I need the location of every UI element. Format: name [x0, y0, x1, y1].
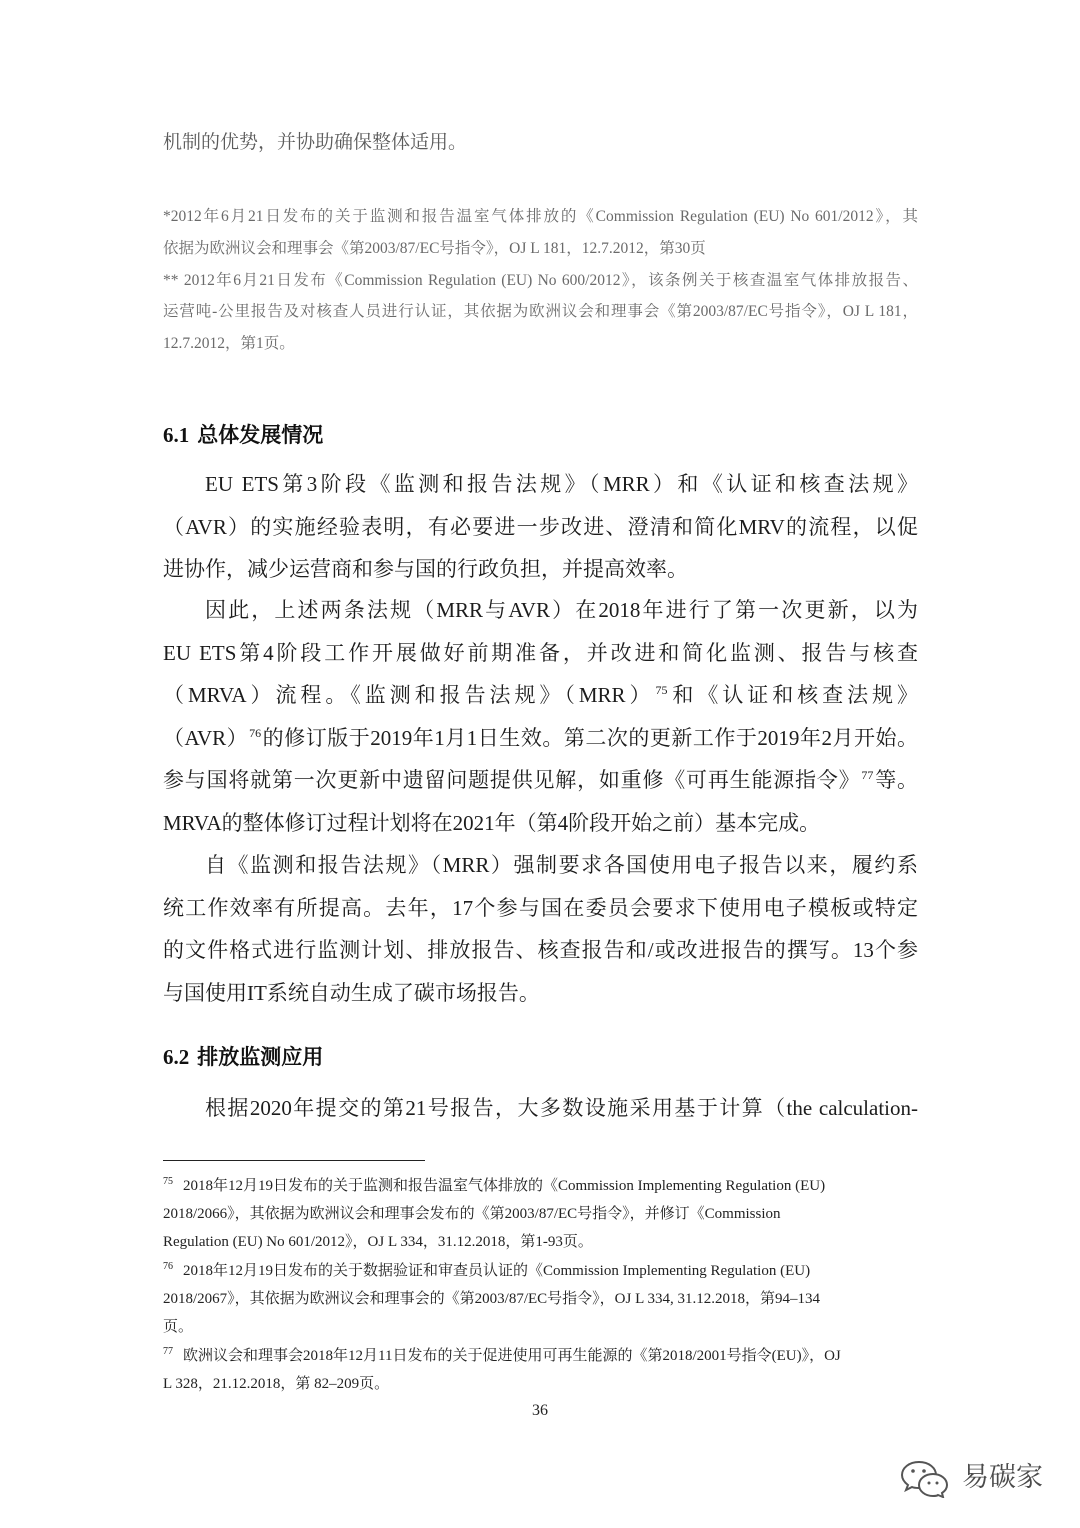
note-line: *2012年6月21日发布的关于监测和报告温室气体排放的《Commission Regulation (EU) No 601/2012》，其 — [163, 208, 918, 225]
line-text: 和《认证和核查法规》 — [668, 683, 918, 707]
section-6-1-heading — [163, 420, 918, 450]
footnote-line — [163, 1172, 918, 1200]
section-6-1-paragraph-1 — [163, 463, 918, 591]
footnote-marker: 76 — [163, 1261, 173, 1272]
footnote-ref-76: 76 — [249, 725, 262, 740]
section-title: 总体发展情况 — [197, 423, 324, 447]
footnote-ref-75: 75 — [655, 683, 668, 697]
footnote-line — [163, 1342, 918, 1370]
paragraph-line: MRVA的整体修订过程计划将在2021年（第4阶段开始之前）基本完成。 — [163, 810, 821, 835]
footnote-text: 欧洲议会和理事会2018年12月11日发布的关于促进使用可再生能源的《第2018/2001号指令(EU)》，OJ — [183, 1348, 841, 1364]
line-text: （MRVA）流程。《监测和报告法规》（MRR） — [163, 683, 655, 707]
footnote-text: 2018年12月19日发布的关于数据验证和审查员认证的《Commission Implementing Regulation (EU) — [183, 1263, 811, 1279]
paragraph-line: 根据2020年提交的第21号报告，大多数设施采用基于计算（the calculation- — [205, 1096, 918, 1120]
line-text: （AVR） — [163, 725, 249, 750]
note-line: 依据为欧洲议会和理事会《第2003/87/EC号指令》，OJ L 181，12.7.2012，第30页 — [163, 239, 706, 257]
footnote-77 — [163, 1342, 918, 1398]
paragraph-line: EU ETS第3阶段《监测和报告法规》（MRR）和《认证和核查法规》 — [205, 472, 918, 496]
paragraph-line: 统工作效率有所提高。去年，17个参与国在委员会要求下使用电子模板或特定 — [163, 895, 918, 920]
footnote-text: 2018年12月19日发布的关于监测和报告温室气体排放的《Commission Implementing Regulation (EU) — [183, 1178, 826, 1194]
footnote-line: 页。 — [163, 1319, 194, 1335]
section-6-2-paragraph-1 — [163, 1087, 918, 1130]
paragraph-line — [163, 759, 918, 802]
regulation-notes — [163, 201, 918, 360]
section-number: 6.2 — [163, 1045, 190, 1069]
page-number: 36 — [532, 1402, 548, 1419]
note-line: 12.7.2012，第1页。 — [163, 335, 295, 353]
paragraph-line: 进协作，减少运营商和参与国的行政负担，并提高效率。 — [163, 557, 688, 581]
footnote-line: 2018/2067》，其依据为欧洲议会和理事会的《第2003/87/EC号指令》，OJ L 334, 31.12.2018，第94–134 — [163, 1291, 820, 1307]
note-line: 运营吨-公里报告及对核查人员进行认证，其依据为欧洲议会和理事会《第2003/87/EC号指令》，OJ L 181， — [163, 303, 918, 321]
section-6-1-paragraph-2 — [163, 589, 918, 844]
watermark — [900, 1458, 1043, 1498]
section-6-1-paragraph-3 — [163, 844, 918, 1014]
paragraph-line: 自《监测和报告法规》（MRR）强制要求各国使用电子报告以来，履约系 — [205, 853, 918, 877]
section-number: 6.1 — [163, 423, 190, 447]
line-text: 参与国将就第一次更新中遗留问题提供见解，如重修《可再生能源指令》 — [163, 768, 861, 792]
footnote-separator — [163, 1160, 425, 1161]
footnote-line: L 328，21.12.2018，第 82–209页。 — [163, 1376, 390, 1392]
note-line: ** 2012年6月21日发布《Commission Regulation (EU) No 600/2012》，该条例关于核查温室气体排放报告、 — [163, 271, 918, 289]
paragraph-line: （AVR）的实施经验表明，有必要进一步改进、澄清和简化MRV的流程，以促 — [163, 514, 918, 539]
footnote-75 — [163, 1172, 918, 1256]
paragraph-line: 因此，上述两条法规（MRR与AVR）在2018年进行了第一次更新，以为 — [205, 598, 918, 622]
paragraph-line: 的文件格式进行监测计划、排放报告、核查报告和/或改进报告的撰写。13个参 — [163, 938, 918, 962]
watermark-text: 易碳家 — [962, 1462, 1043, 1493]
section-title: 排放监测应用 — [197, 1045, 324, 1069]
section-6-2-heading — [163, 1042, 918, 1072]
line-text: 的修订版于2019年1月1日生效。第二次的更新工作于2019年2月开始。 — [262, 725, 918, 750]
footnote-76 — [163, 1257, 918, 1341]
footnote-ref-77: 77 — [861, 768, 874, 782]
footnote-marker: 75 — [163, 1176, 173, 1187]
continuation-line: 机制的优势，并协助确保整体适用。 — [163, 132, 468, 153]
footnote-line: 2018/2066》，其依据为欧洲议会和理事会发布的《第2003/87/EC号指令》，并修订《Commission — [163, 1206, 781, 1222]
footnote-line — [163, 1257, 918, 1285]
paragraph-line: EU ETS第4阶段工作开展做好前期准备，并改进和简化监测、报告与核查 — [163, 640, 918, 665]
paragraph-line — [163, 717, 918, 760]
footnote-line: Regulation (EU) No 601/2012》，OJ L 334，31.12.2018，第1-93页。 — [163, 1234, 593, 1250]
line-text: 等。 — [874, 768, 919, 792]
wechat-icon — [900, 1458, 950, 1498]
paragraph-line: 与国使用IT系统自动生成了碳市场报告。 — [163, 980, 540, 1005]
paragraph-line — [163, 674, 918, 717]
footnote-marker: 77 — [163, 1346, 173, 1357]
